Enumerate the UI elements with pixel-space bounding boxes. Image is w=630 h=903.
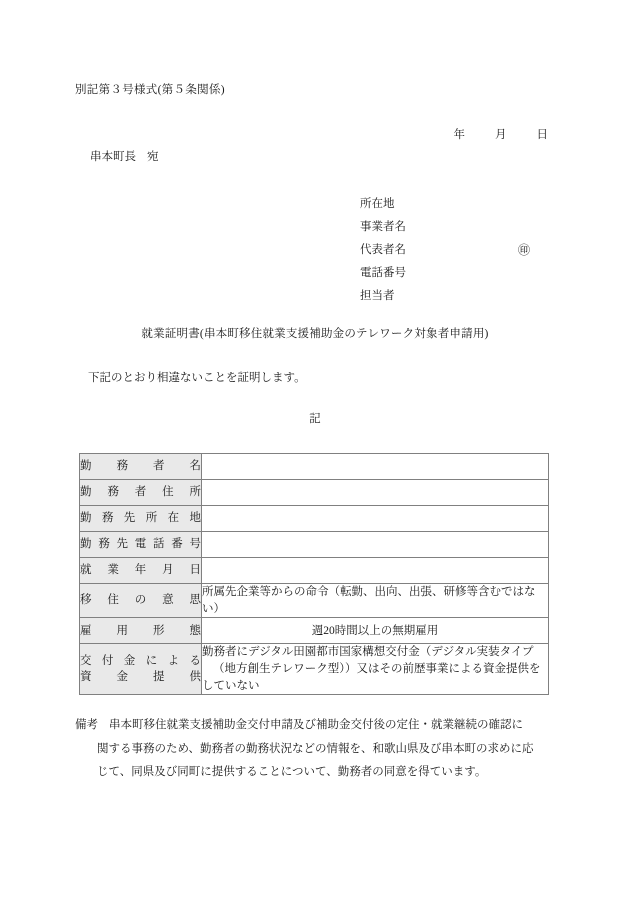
row-value-relocation-intent: 所属先企業等からの命令（転勤、出向、出張、研修等含むではな い） bbox=[202, 584, 549, 618]
table-row bbox=[80, 584, 549, 618]
date-day-label: 日 bbox=[536, 129, 548, 141]
row-value-employment-type: 週20時間以上の無期雇用 bbox=[202, 618, 549, 644]
applicant-block bbox=[360, 193, 531, 308]
applicant-phone-label: 電話番号 bbox=[360, 267, 406, 279]
applicant-field-representative bbox=[360, 239, 531, 262]
row-value-worker-address[interactable] bbox=[202, 480, 549, 506]
ki-marker: 記 bbox=[309, 413, 321, 425]
row-value-workplace-phone[interactable] bbox=[202, 532, 549, 558]
applicant-contact-person-label: 担当者 bbox=[360, 290, 395, 302]
table-row bbox=[80, 480, 549, 506]
remarks-line-3: じて、同県及び同町に提供することについて、勤務者の同意を得ています。 bbox=[97, 766, 487, 779]
addressee-name: 串本町長 bbox=[90, 151, 136, 163]
row-value-grant-funding: 勤務者にデジタル田園都市国家構想交付金（デジタル実装タイプ （地方創生テレワーク型））又はその前歴事業による資金提供を していない bbox=[202, 644, 549, 695]
employment-certificate-table-wrapper bbox=[79, 453, 549, 695]
remarks-line-2: 関する事務のため、勤務者の勤務状況などの情報を、和歌山県及び串本町の求めに応 bbox=[97, 742, 534, 755]
applicant-representative-label: 代表者名 bbox=[360, 244, 406, 256]
seal-stamp-icon: ㊞ bbox=[518, 243, 531, 257]
remarks-label: 備考 bbox=[75, 719, 98, 731]
row-label-workplace-phone: 勤務先電話番号 bbox=[80, 532, 202, 558]
addressee bbox=[90, 148, 159, 166]
row-label-employment-date: 就業年月日 bbox=[80, 558, 202, 584]
date-year-label: 年 bbox=[453, 129, 465, 141]
row-label-grant-funding: 交付金による 資金提供 bbox=[80, 644, 202, 695]
row-value-employment-date[interactable] bbox=[202, 558, 549, 584]
certification-sentence: 下記のとおり相違ないことを証明します。 bbox=[88, 372, 306, 384]
row-value-workplace-location[interactable] bbox=[202, 506, 549, 532]
row-value-worker-name[interactable] bbox=[202, 454, 549, 480]
row-label-relocation-intent: 移住の意思 bbox=[80, 584, 202, 618]
addressee-honorific: 宛 bbox=[147, 151, 159, 163]
applicant-location-label: 所在地 bbox=[360, 198, 395, 210]
applicant-field-business-name bbox=[360, 216, 406, 239]
table-row bbox=[80, 618, 549, 644]
date-month-label: 月 bbox=[495, 129, 507, 141]
table-row bbox=[80, 558, 549, 584]
row-label-workplace-location: 勤務先所在地 bbox=[80, 506, 202, 532]
applicant-field-location bbox=[360, 193, 406, 216]
table-row bbox=[80, 532, 549, 558]
remarks-section bbox=[75, 714, 565, 785]
row-label-employment-type: 雇用形態 bbox=[80, 618, 202, 644]
applicant-field-phone bbox=[360, 262, 406, 285]
table-row bbox=[80, 644, 549, 695]
table-row bbox=[80, 506, 549, 532]
applicant-field-contact-person bbox=[360, 285, 406, 308]
row-label-worker-name: 勤務者名 bbox=[80, 454, 202, 480]
remarks-line-1: 串本町移住就業支援補助金交付申請及び補助金交付後の定住・就業継続の確認に bbox=[109, 719, 523, 731]
employment-certificate-table bbox=[79, 453, 549, 695]
row-label-worker-address: 勤務者住所 bbox=[80, 480, 202, 506]
date-line bbox=[0, 126, 548, 144]
document-title: 就業証明書(串本町移住就業支援補助金のテレワーク対象者申請用) bbox=[141, 328, 489, 340]
form-number: 別記第３号様式(第５条関係) bbox=[75, 84, 225, 96]
table-row bbox=[80, 454, 549, 480]
remarks-first-line bbox=[75, 714, 565, 738]
applicant-business-name-label: 事業者名 bbox=[360, 221, 406, 233]
